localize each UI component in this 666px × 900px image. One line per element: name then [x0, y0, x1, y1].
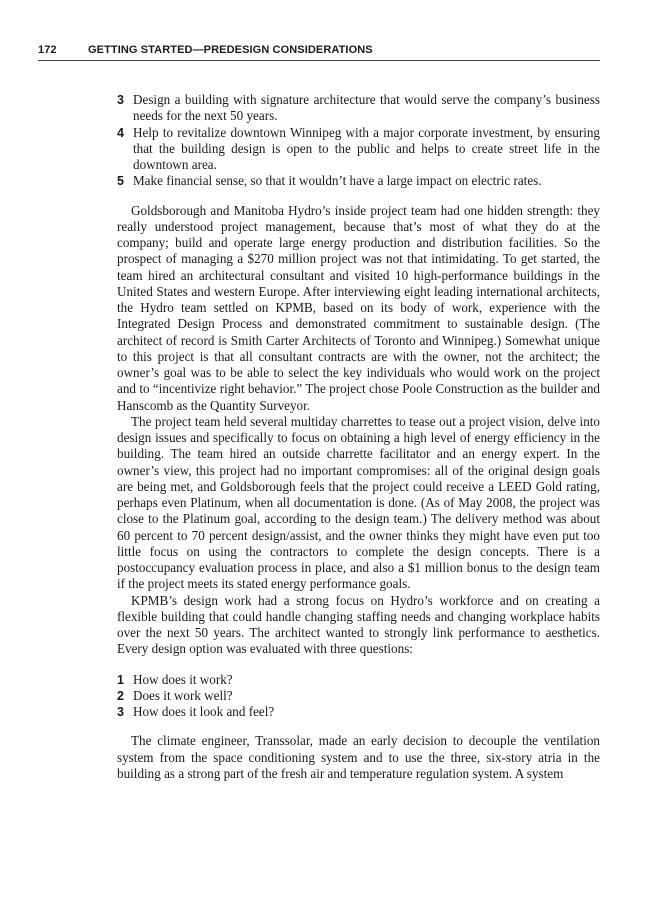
list-item: [117, 672, 600, 688]
running-header: [38, 42, 600, 61]
paragraph-climate-engineer: The climate engineer, Transsolar, made an early decision to decouple the ventilation system from the space conditioning system and to use the three, six-story atria in the building as a strong part of the fresh air and temperature regulation system. A system: [117, 733, 600, 781]
paragraph-project-team: Goldsborough and Manitoba Hydro’s inside project team had one hidden strength: they really understood project management, because that’s most of what they do at the company; build and operate large energy production and distribution facilities. So the prospect of managing a $270 million project was not that intimidating. To get started, the team hired an architectural consultant and visited 10 high-performance buildings in the United States and western Europe. After interviewing eight leading international architects, the Hydro team settled on KPMB, based on its body of work, experience with the Integrated Design Process and demonstrated commitment to sustainable design. (The architect of record is Smith Carter Architects of Toronto and Winnipeg.) Somewhat unique to this project is that all consultant contracts are with the owner, not the architect; the owner’s goal was to be able to select the key individuals who would work on the project and to “incentivize right behavior.” The project chose Poole Construction as the builder and Hanscomb as the Quantity Surveyor.: [117, 202, 600, 413]
list-number: 3: [117, 705, 124, 719]
list-number: 4: [117, 125, 124, 140]
list-item-text: Does it work well?: [133, 687, 233, 703]
design-questions-list: [117, 672, 600, 721]
list-item: [117, 704, 600, 720]
list-item-text: How does it look and feel?: [133, 704, 275, 719]
paragraph-charrettes: The project team held several multiday charrettes to tease out a project vision, delve into design issues and specifically to focus on obtaining a high level of energy efficiency in the building. The team hired an outside charrette facilitator and an energy expert. In the owner’s view, this project had no important compromises: all of the original design goals are being met, and Goldsborough feels that the project could receive a LEED Gold rating, perhaps even Platinum, when all documentation is done. (As of May 2008, the project was close to the Platinum goal, according to the design team.) The delivery method was about 60 percent to 70 percent design/assist, and the owner thinks they might have even put too little focus on using the contractors to complete the design concepts. There is a postoccupancy evaluation process in place, and also a $1 million bonus to the design team if the project meets its stated energy performance goals.: [117, 413, 600, 592]
paragraph-kpmb-design: KPMB’s design work had a strong focus on Hydro’s workforce and on creating a flexible building that could handle changing staffing needs and changing workplace habits over the next 50 years. The architect wanted to strongly link performance to aesthetics. Every design option was evaluated with three questions:: [117, 592, 600, 657]
list-item-text: How does it work?: [133, 671, 233, 687]
page-number: 172: [38, 44, 57, 56]
list-item: [117, 92, 600, 125]
list-number: 3: [117, 93, 124, 107]
design-goals-list: [117, 92, 600, 190]
list-number: 2: [117, 688, 124, 703]
running-title: GETTING STARTED—PREDESIGN CONSIDERATIONS: [88, 44, 373, 56]
list-number: 1: [117, 672, 124, 687]
list-item: [117, 688, 600, 704]
list-item-text: Help to revitalize downtown Winnipeg with a major corporate investment, by ensuring that the building design is open to the public and helps to create street life in the downtown area.: [133, 124, 600, 172]
list-item: [117, 125, 600, 174]
list-item-text: Make financial sense, so that it wouldn’t have a large impact on electric rates.: [133, 173, 542, 189]
list-item-text: Design a building with signature architecture that would serve the company’s business needs for the next 50 years.: [133, 92, 600, 124]
page-body: [117, 92, 600, 782]
list-item: [117, 173, 600, 189]
list-number: 5: [117, 174, 124, 189]
